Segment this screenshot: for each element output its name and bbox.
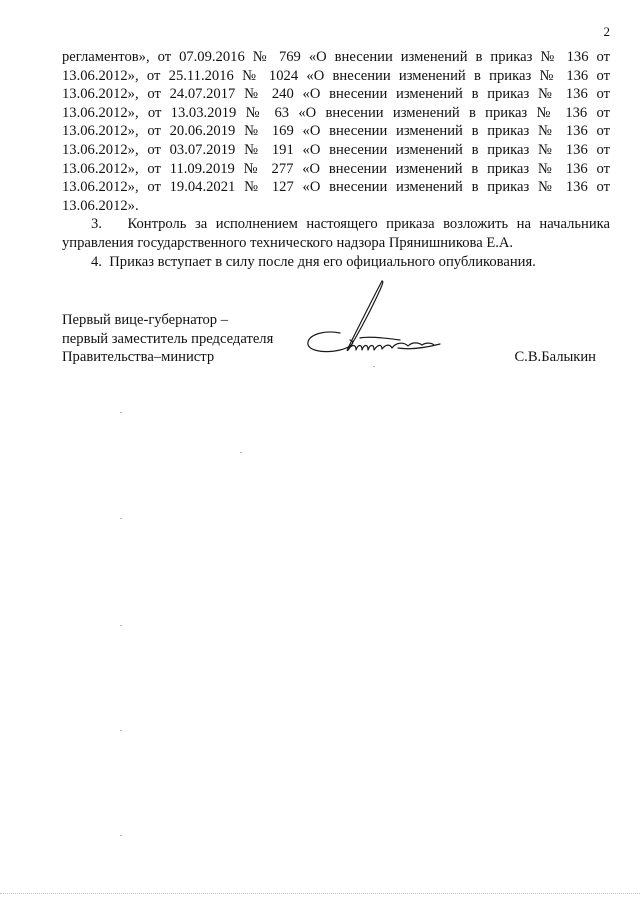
scan-speck — [240, 452, 242, 453]
scan-speck — [120, 625, 122, 626]
signer-position — [62, 311, 273, 367]
amendments-paragraph: регламентов», от 07.09.2016 № 769 «О внесении изменений в приказ № 136 от 13.06.2012», от 25.11.2016 № 1024 «О внесении изменений в приказ № 136 от 13.06.2012», от 24.07.2017 № 240 «О внесении изменений в приказ № 136 от 13.06.2012», от 13.03.2019 № 63 «О внесении изменений в приказ № 136 от 13.06.2012», от 20.06.2019 № 169 «О внесении изменений в приказ № 136 от 13.06.2012», от 03.07.2019 № 191 «О внесении изменений в приказ № 136 от 13.06.2012», от 11.09.2019 № 277 «О внесении изменений в приказ № 136 от 13.06.2012», от 19.04.2021 № 127 «О внесении изменений в приказ № 136 от 13.06.2012». — [62, 49, 610, 214]
signer-position-line-2: первый заместитель председателя — [62, 330, 274, 347]
page-number: 2 — [603, 24, 610, 39]
paragraph-3: 3. Контроль за исполнением настоящего приказа возложить на начальника управления государственного технического надзора Прянишникова Е.А. — [62, 216, 610, 251]
scan-speck — [373, 366, 375, 367]
document-body — [62, 48, 610, 271]
signer-position-line-3: Правительства–министр — [62, 349, 215, 366]
signer-name: С.В.Балыкин — [514, 349, 596, 365]
paragraph-4: 4. Приказ вступает в силу после дня его официального опубликования. — [91, 253, 536, 270]
signer-position-line-1: Первый вице-губернатор – — [62, 312, 229, 328]
scan-speck — [120, 835, 122, 836]
scan-speck — [120, 518, 122, 519]
scan-speck — [120, 730, 122, 731]
scan-edge-line — [0, 893, 640, 894]
scan-speck — [120, 412, 122, 413]
handwritten-signature — [300, 278, 450, 368]
